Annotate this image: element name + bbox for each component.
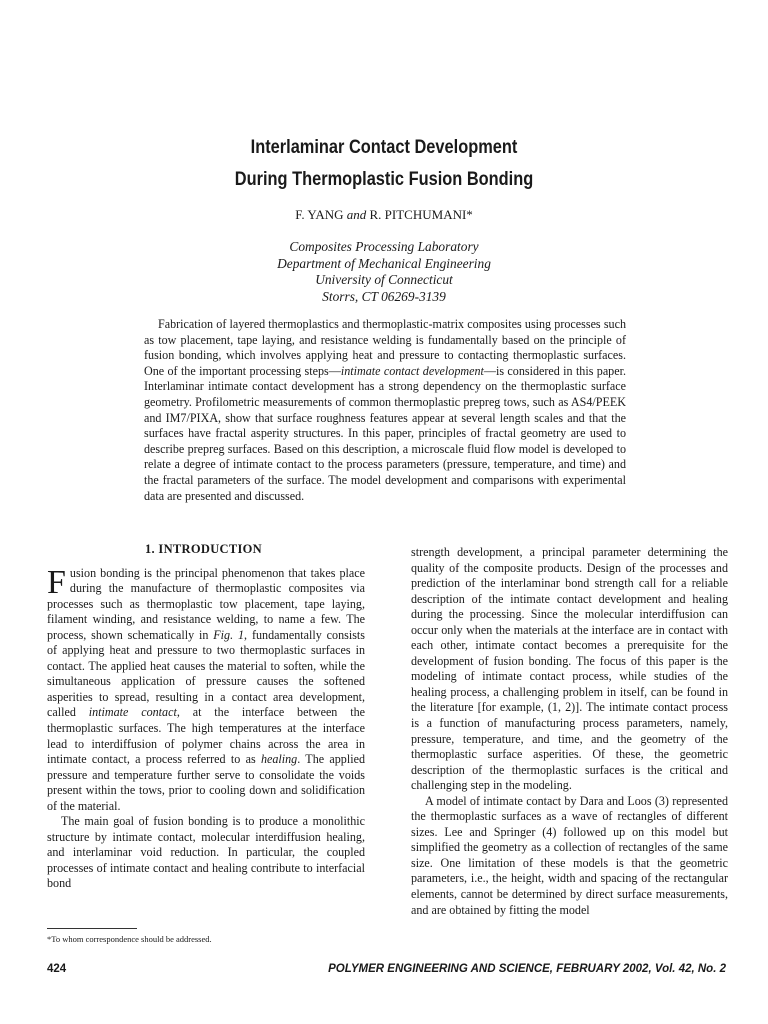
author-1: F. YANG (295, 207, 344, 222)
affiliation-address: Storrs, CT 06269-3139 (322, 288, 446, 304)
intro-p1-text-d: . The applied pressure and temperature further serve to consolidate the voids present within the tows, prior to cooling down and solidification of the material. (47, 752, 365, 813)
intro-paragraph-2: The main goal of fusion bonding is to produce a monolithic structure by intimate contact, molecular interdiffusion healing, and interlaminar void reduction. In particular, the coupled processes of intimate contact and healing contribute to interfacial bond (47, 814, 365, 891)
intro-p1-text-a: usion bonding is the principal phenomenon that takes place during the manufacture of thermoplastic composites via processes such as thermoplastic tow placement, tape laying, filament winding, and resistance welding, to name a few. The process, shown schematically in (47, 565, 365, 642)
term-healing: healing (260, 752, 298, 767)
right-paragraph-1: strength development, a principal parameter determining the quality of the composite products. Design of the processes and prediction of the interlaminar bond strength call for a reliable description of the intimate contact development and healing during the processing. Since the molecular interdiffusion can occur only when the materials at the interface are in contact with each other, intimate contact becomes a prerequisite for the development of fusion bonding. The focus of this paper is the modeling of intimate contact process, while studies of the healing process, a challenging problem in itself, can be found in the literature [for example, (1, 2)]. The intimate contact process is a function of manufacturing process parameters, namely, pressure, temperature, and time, and the geometry of the thermoplastic surface asperities. Of these, the geometric description of the thermoplastic surfaces is the critical and challenging step in the modeling. (411, 545, 728, 793)
title-line-2: During Thermoplastic Fusion Bonding (234, 168, 534, 190)
abstract-emphasis: intimate contact development (340, 363, 484, 378)
abstract-part-2: —is considered in this paper. Interlaminar intimate contact development has a strong dependency on the thermoplastic surface geometry. Profilometric measurements of common thermoplastic prepreg tows, such as AS4/PEEK and IM7/PIXA, show that surface roughness features appear at several length scales and that the surfaces have fractal asperity structures. In this paper, principles of fractal geometry are used to describe prepreg surfaces. Based on this description, a microscale fluid flow model is developed to relate a degree of intimate contact to the process parameters (pressure, temperature, and time) and the fractal parameters of the surface. The model development and comparisons with experimental data are presented and discussed. (144, 363, 626, 503)
author-2: R. PITCHUMANI* (369, 207, 473, 222)
abstract (144, 317, 626, 504)
affiliation-university: University of Connecticut (315, 272, 453, 287)
right-column (411, 545, 728, 918)
intro-paragraph-1 (47, 563, 365, 815)
intro-p1-text-c: , at the interface between the thermoplastic surfaces. The high temperatures at the interface lead to interdiffusion of polymer chains across the area in intimate contact, a process referred to as (47, 705, 365, 767)
page-number: 424 (47, 963, 67, 975)
right-paragraph-2: A model of intimate contact by Dara and Loos (3) represented the thermoplastic surfaces as a wave of rectangles of different sizes. Lee and Springer (4) followed up on this model but simplified the geometry as a collection of rectangles of the same size. One limitation of these models is that the geometric parameters, i.e., the height, width and spacing of the rectangular elements, cannot be determined by direct surface measurements, and are obtained by fitting the model (411, 793, 728, 917)
title-line-1: Interlaminar Contact Development (250, 136, 518, 158)
footnote-divider (47, 928, 137, 929)
figure-reference: Fig. 1 (213, 627, 245, 642)
intro-p1-text-b: , fundamentally consists of applying heat and pressure to two thermoplastic surfaces in contact. The applied heat causes the material to soften, while the simultaneous application of pressure causes the softened asperities to spread, resulting in a contact area development, called (47, 627, 365, 720)
drop-cap: F (47, 563, 66, 601)
journal-citation: POLYMER ENGINEERING AND SCIENCE, FEBRUARY 2002, Vol. 42, No. 2 (328, 963, 726, 975)
footnote: *To whom correspondence should be addressed. (47, 934, 212, 944)
author-conjunction: and (346, 207, 367, 222)
paper-title (187, 131, 580, 195)
abstract-part-1: Fabrication of layered thermoplastics and thermoplastic-matrix composites using processes such as tow placement, tape laying, and resistance welding is fundamentally based on the principle of fusion bonding, which involves applying heat and pressure to contacting thermoplastic surfaces. One of the important processing steps— (144, 317, 626, 378)
affiliation-lab: Composites Processing Laboratory (289, 239, 479, 254)
author-line (0, 207, 768, 223)
left-column (47, 542, 365, 892)
affiliation-department: Department of Mechanical Engineering (277, 255, 491, 271)
section-heading: 1. INTRODUCTION (145, 542, 263, 556)
affiliation (0, 239, 768, 305)
term-intimate-contact: intimate contact (88, 705, 177, 720)
